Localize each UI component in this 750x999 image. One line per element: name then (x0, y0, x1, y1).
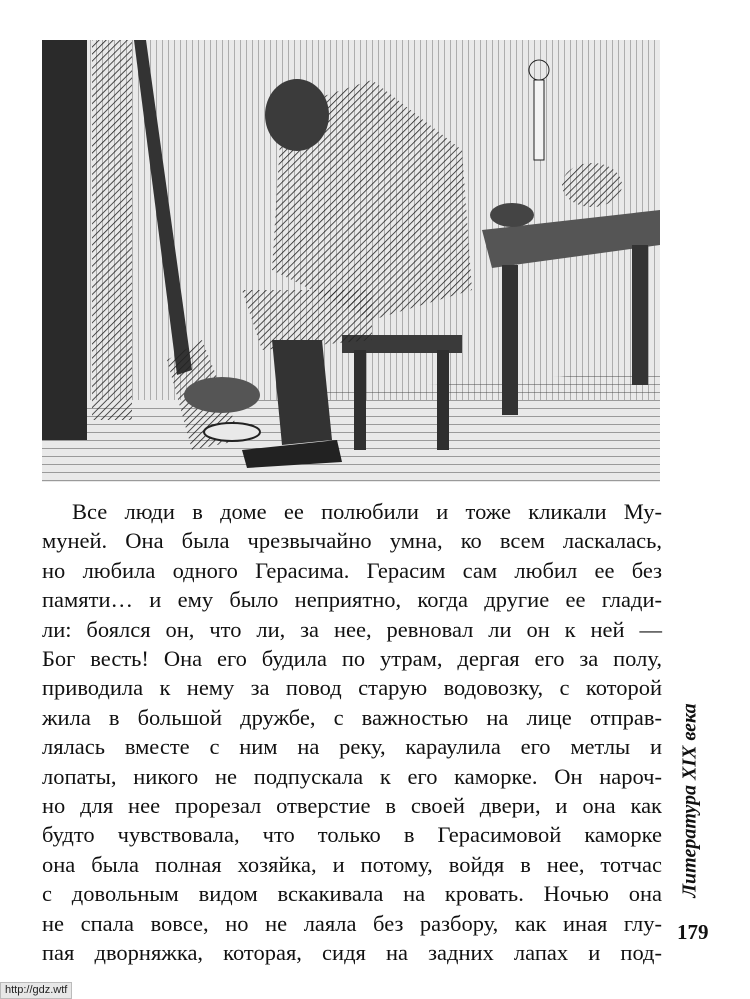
text-line: ли: боялся он, что ли, за нее, ревновал ли он к ней — (42, 616, 662, 642)
text-line: Все люди в доме ее полюбили и тоже кликали Му- (72, 499, 662, 524)
text-line: жила в большой дружбе, с важностью на лице отправ- (42, 704, 662, 730)
text-line: не спала вовсе, но не лаяла без разбору, как иная глу- (42, 910, 662, 936)
body-text (42, 497, 662, 968)
text-line: приводила к нему за повод старую водовозку, с которой (42, 675, 662, 701)
text-line: муней. Она была чрезвычайно умна, ко всем ласкалась, (42, 528, 662, 554)
text-line: пая дворняжка, которая, сидя на задних лапах и под- (42, 940, 662, 966)
watermark-link[interactable]: http://gdz.wtf (0, 982, 72, 999)
text-line: Бог весть! Она его будила по утрам, дергая его за полу, (42, 646, 662, 672)
text-line: лопаты, никого не подпускала к его каморке. Он нароч- (42, 763, 662, 789)
page-number: 179 (677, 920, 709, 944)
side-caption-text: Литература XIX века (678, 702, 701, 898)
text-line: памяти… и ему было неприятно, когда другие ее глади- (42, 587, 662, 613)
text-line: с довольным видом вскакивала на кровать. Ночью она (42, 881, 662, 907)
text-line: но для нее прорезал отверстие в своей двери, и она как (42, 793, 662, 819)
text-line: она была полная хозяйка, и потому, войдя в нее, тотчас (42, 851, 662, 877)
text-line: будто чувствовала, что только в Герасимовой каморке (42, 822, 662, 848)
text-line: но любила одного Герасима. Герасим сам любил ее без (42, 557, 662, 583)
side-caption (672, 690, 708, 910)
illustration-gerasim-woodcut (42, 40, 660, 482)
text-line: лялась вместе с ним на реку, караулила его метлы и (42, 734, 662, 760)
